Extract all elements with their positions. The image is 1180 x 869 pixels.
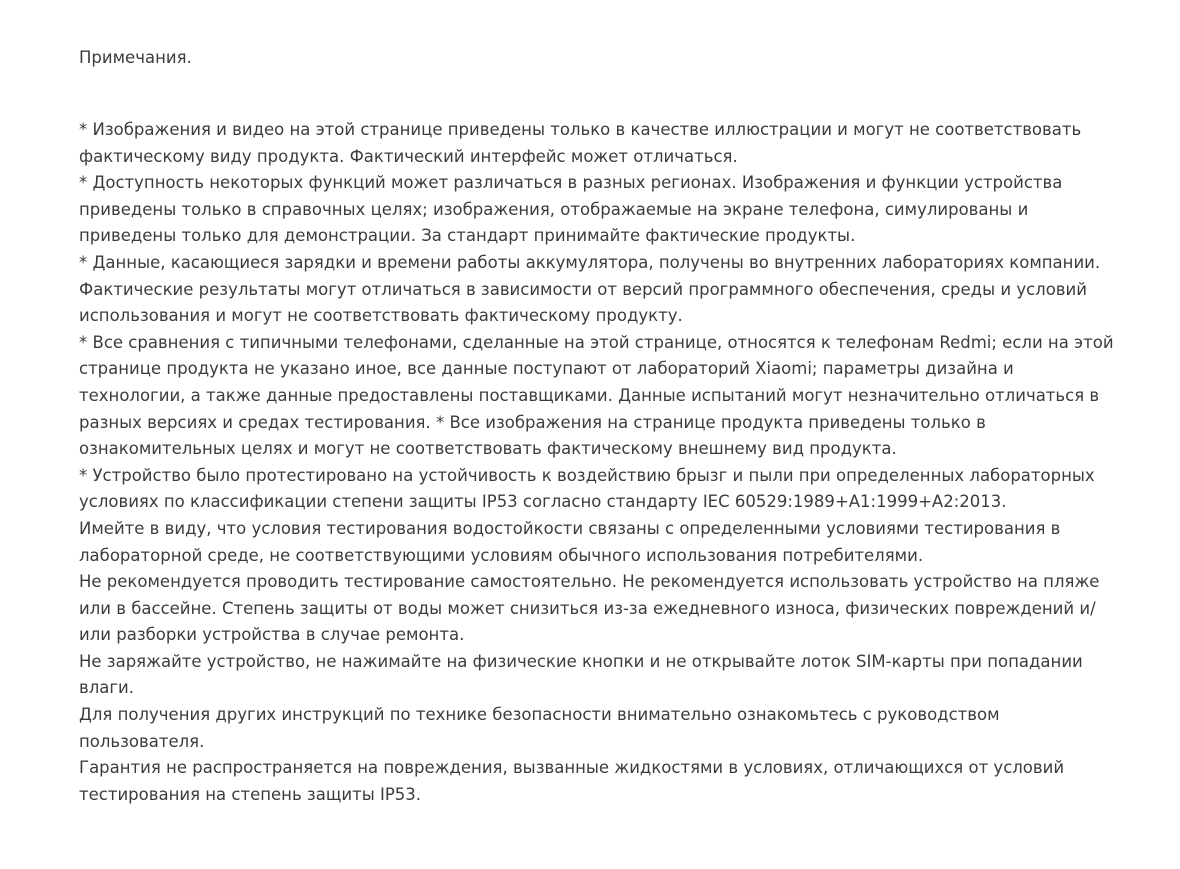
note-charging-moisture: Не заряжайте устройство, не нажимайте на физические кнопки и не открывайте лоток SIM-карты при попадании влаги.	[79, 651, 1083, 698]
note-battery-data: * Данные, касающиеся зарядки и времени работы аккумулятора, получены во внутренних лабораториях компании. Фактические результаты могут отличаться в зависимости от версий программного обеспечения, среды и условий использования и могут не соответствовать фактическому продукту.	[79, 252, 1101, 326]
note-self-testing: Не рекомендуется проводить тестирование самостоятельно. Не рекомендуется использовать устройство на пляже или в бассейне. Степень защиты от воды может снизиться из-за ежедневного износа, физических повреждений и/или разборки устройства в случае ремонта.	[79, 572, 1100, 645]
notes-body	[79, 117, 1119, 808]
note-ip53-testing: * Устройство было протестировано на устойчивость к воздействию брызг и пыли при определенных лабораторных условиях по классификации степени защиты IP53 согласно стандарту IEC 60529:1989+A1:1999+A2:2013.	[79, 465, 1095, 512]
notes-title: Примечания.	[79, 48, 192, 67]
note-images-disclaimer: * Изображения и видео на этой странице приведены только в качестве иллюстрации и могут не соответствовать фактическому виду продукта. Фактический интерфейс может отличаться.	[79, 120, 1082, 166]
note-regional-features: * Доступность некоторых функций может различаться в разных регионах. Изображения и функции устройства приведены только в справочных целях; изображения, отображаемые на экране телефона, симулированы и приведены только для демонстрации. За стандарт принимайте фактические продукты.	[79, 173, 1063, 246]
note-safety-manual: Для получения других инструкций по технике безопасности внимательно ознакомьтесь с руководством пользователя.	[79, 705, 1000, 751]
note-warranty: Гарантия не распространяется на повреждения, вызванные жидкостями в условиях, отличающихся от условий тестирования на степень защиты IP53.	[79, 758, 1065, 804]
note-comparisons: * Все сравнения с типичными телефонами, сделанные на этой странице, относятся к телефонам Redmi; если на этой странице продукта не указано иное, все данные поступают от лабораторий Xiaomi; параметры дизайна и технологии, а также данные предоставлены поставщиками. Данные испытаний могут незначительно отличаться в разных версиях и средах тестирования. * Все изображения на странице продукта приведены только в ознакомительных целях и могут не соответствовать фактическому внешнему вид продукта.	[79, 332, 1114, 459]
note-water-conditions: Имейте в виду, что условия тестирования водостойкости связаны с определенными условиями тестирования в лабораторной среде, не соответствующими условиям обычного использования потребителями.	[79, 518, 1061, 565]
notes-section	[79, 44, 1119, 808]
